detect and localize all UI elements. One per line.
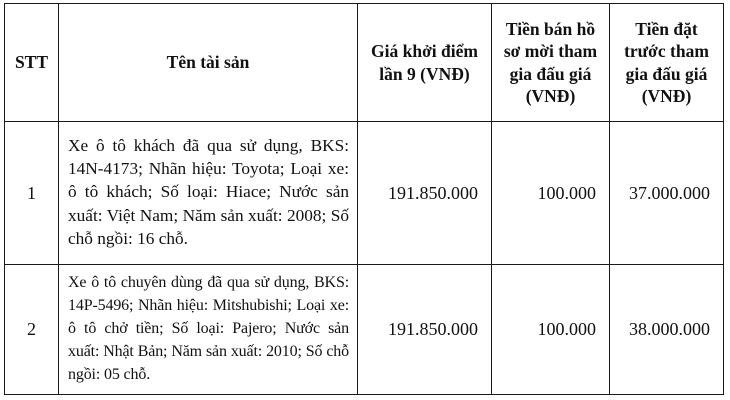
table-header-row — [5, 4, 724, 122]
auction-assets-table — [4, 3, 724, 395]
starting-price-cell: 191.850.000 — [358, 265, 492, 395]
col-header-stt: STT — [5, 4, 59, 122]
dossier-fee-cell: 100.000 — [492, 265, 610, 395]
col-header-asset-name: Tên tài sản — [59, 4, 358, 122]
asset-name-cell: Xe ô tô chuyên dùng đã qua sử dụng, BKS: 14P-5496; Nhãn hiệu: Mitshubishi; Loại xe: ô tô chở tiền; Số loại: Pajero; Nước sản xuất: Nhật Bản; Năm sản xuất: 2010; Số chỗ ngồi: 05 chỗ. — [59, 265, 358, 395]
asset-name-cell: Xe ô tô khách đã qua sử dụng, BKS: 14N-4173; Nhãn hiệu: Toyota; Loại xe: ô tô khách; Số loại: Hiace; Nước sản xuất: Việt Nam; Năm sản xuất: 2008; Số chỗ ngồi: 16 chỗ. — [59, 122, 358, 265]
table-row — [5, 265, 724, 395]
deposit-cell: 38.000.000 — [610, 265, 724, 395]
table-row — [5, 122, 724, 265]
starting-price-cell: 191.850.000 — [358, 122, 492, 265]
stt-cell: 2 — [5, 265, 59, 395]
col-header-deposit: Tiền đặt trước tham gia đấu giá (VNĐ) — [610, 4, 724, 122]
col-header-dossier-fee: Tiền bán hồ sơ mời tham gia đấu giá (VNĐ) — [492, 4, 610, 122]
stt-cell: 1 — [5, 122, 59, 265]
deposit-cell: 37.000.000 — [610, 122, 724, 265]
dossier-fee-cell: 100.000 — [492, 122, 610, 265]
document-page — [0, 3, 730, 400]
col-header-starting-price: Giá khởi điểm lần 9 (VNĐ) — [358, 4, 492, 122]
